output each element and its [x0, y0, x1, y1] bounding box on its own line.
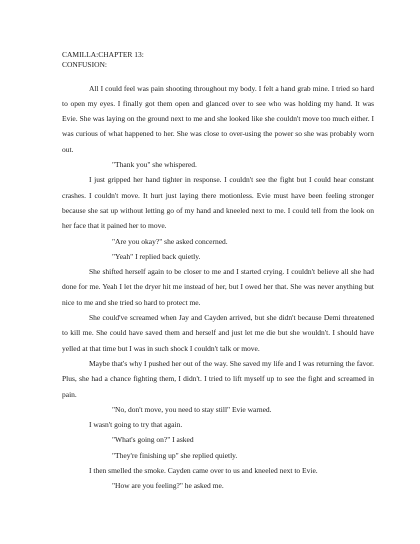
paragraph: She shifted herself again to be closer to me and I started crying. I couldn't believe all she had done for me. Yeah I let the dryer hit me instead of her, but I owed her that. She was never anything but nice to me and she tried so hard to protect me.	[62, 267, 374, 307]
chapter-label: CAMILLA:CHAPTER 13:	[62, 50, 144, 59]
paragraph: All I could feel was pain shooting throughout my body. I felt a hand grab mine. I tried so hard to open my eyes. I finally got them open and glanced over to see who was holding my hand. It was Evie. She was laying on the ground next to me and she looked like she couldn't move too much either. I was curious of what happened to her. She was close to over-using the power so she was probably worn out.	[62, 83, 374, 154]
paragraph: Maybe that's why I pushed her out of the way. She saved my life and I was returning the favor. Plus, she had a chance fighting them, I didn't. I tried to lift myself up to see the fight and screamed in pain.	[62, 358, 374, 399]
paragraph: I just gripped her hand tighter in response. I couldn't see the fight but I could hear constant crashes. I couldn't move. It hurt just laying there motionless. Evie must have been feeling stronger because she sat up without letting go of my hand and kneeled next to me. I could tell from the look on her face that it pained her to move.	[62, 175, 374, 231]
dialogue-line: "What's going on?" I asked	[112, 435, 194, 445]
paragraph-list	[62, 81, 374, 494]
document-body	[62, 50, 374, 494]
dialogue-line: "Thank you" she whispered.	[112, 160, 197, 170]
dialogue-line: "Yeah" I replied back quietly.	[112, 251, 201, 261]
chapter-title: CONFUSION:	[62, 59, 108, 69]
paragraph: I then smelled the smoke. Cayden came over to us and kneeled next to Evie.	[89, 466, 318, 476]
dialogue-line: "No, don't move, you need to stay still" Evie warned.	[112, 404, 272, 414]
dialogue-line: "How are you feeling?" he asked me.	[112, 481, 224, 491]
dialogue-line: "Are you okay?" she asked concerned.	[112, 236, 228, 246]
dialogue-line: "They're finishing up" she replied quietly.	[112, 450, 238, 460]
chapter-heading	[62, 50, 374, 70]
paragraph: I wasn't going to try that again.	[89, 420, 183, 430]
paragraph: She could've screamed when Jay and Cayden arrived, but she didn't because Demi threatened to kill me. She could have saved them and herself and just let me die but she wouldn't. I should have yelled at that time but I was in such shock I couldn't talk or move.	[62, 313, 374, 353]
